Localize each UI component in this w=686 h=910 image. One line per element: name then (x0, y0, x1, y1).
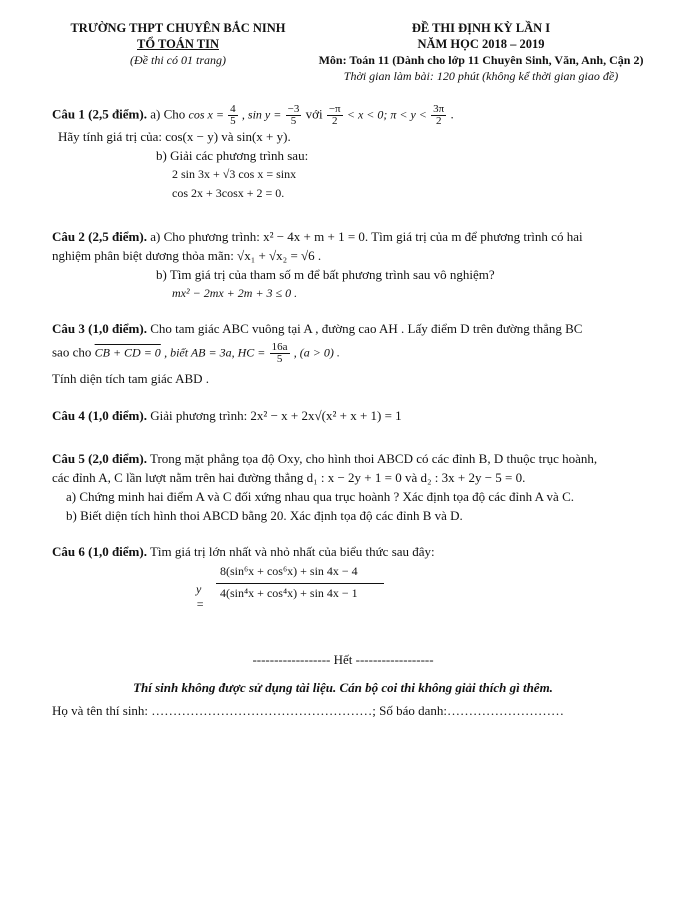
q6-denominator: 4(sin⁴x + cos⁴x) + sin 4x − 1 (220, 586, 358, 600)
q1-frac-low-num: −π (328, 103, 341, 115)
q3-frac-num: 16a (271, 341, 288, 353)
question-2 (52, 227, 652, 303)
q4-label: Câu 4 (1,0 điểm). (52, 408, 147, 423)
q1-frac-cos-num: 4 (230, 103, 236, 115)
q6-numerator: 8(sin⁶x + cos⁶x) + sin 4x − 4 (220, 564, 358, 578)
q6-fraction-bar (216, 583, 384, 584)
q3-frac-hc (270, 342, 290, 365)
q5-part-b: b) Biết diện tích hình thoi ABCD bằng 20. Xác định tọa độ các đỉnh B và D. (66, 508, 463, 523)
q1-range: < x < 0; π < y < (346, 107, 427, 122)
q5-line1 (52, 449, 662, 468)
q3-line2-mid: , biết AB = 3a, HC = (164, 345, 266, 360)
q1-label: Câu 1 (2,5 điểm). (52, 106, 147, 122)
end-marker: ------------------ Hết ------------------ (252, 652, 434, 667)
q1-b-task: b) Giải các phương trình sau: (156, 148, 309, 163)
question-3 (52, 319, 652, 388)
q1-a-intro: a) Cho (150, 106, 186, 122)
q2-a-text: a) Cho phương trình: x² − 4x + m + 1 = 0. Tìm giá trị của m để phương trình có hai (150, 229, 583, 244)
q2-a-text2: nghiệm phân biệt dương thỏa mãn: √x₁ + √x₂ = √6 . (52, 248, 322, 263)
q2-b-text: b) Tìm giá trị của tham số m để bất phương trình sau vô nghiệm? (156, 267, 495, 282)
q1-frac-sin (286, 104, 302, 127)
q3-line2-pre: sao cho (52, 344, 92, 360)
time-line: Thời gian làm bài: 120 phút (không kể thời gian giao đề) (343, 69, 619, 83)
q6-text: Tìm giá trị lớn nhất và nhỏ nhất của biểu thức sau đây: (149, 544, 435, 559)
candidate-info-line: Họ và tên thí sinh: ……………………………………………; Số báo danh:……………………… (52, 703, 565, 718)
header-left (48, 20, 308, 68)
q1-line-a: Câu 1 (2,5 điểm). a) Cho cos x = $\frac{4}{5}$ , sin y = $\frac{-3}{5}$ với $\frac{-\pi}{2}$ < x < 0; π < y < $\frac{3\pi}{2}$ . (52, 103, 454, 127)
department-name: TỔ TOÁN TIN (137, 37, 219, 51)
q6-y: y = (196, 582, 205, 611)
q3-line1 (52, 319, 652, 338)
q2-label: Câu 2 (2,5 điểm). (52, 229, 147, 244)
q3-line2-post: , (a > 0) . (293, 345, 340, 360)
q3-line3: Tính diện tích tam giác ABD . (52, 371, 210, 386)
q1-frac-range-high (431, 104, 446, 127)
q1-frac-high-num: 3π (433, 103, 445, 115)
q2-line-a (52, 227, 652, 246)
exam-title: ĐỀ THI ĐỊNH KỲ LẦN I (411, 21, 551, 35)
q5-label: Câu 5 (2,0 điểm). (52, 451, 147, 466)
q1-frac-low-den: 2 (331, 115, 338, 127)
q1-b-eq1: 2 sin 3x + √3 cos x = sinx (172, 167, 297, 181)
q2-b-eq: mx² − 2mx + 2m + 3 ≤ 0 . (172, 286, 298, 300)
q4-text: Giải phương trình: 2x² − x + 2x√(x² + x + 1) = 1 (150, 408, 402, 423)
subject-line: Môn: Toán 11 (Dành cho lớp 11 Chuyên Sinh, Văn, Anh, Cận 2) (318, 53, 644, 67)
q1-frac-cos-den: 5 (230, 115, 236, 127)
q1-sin-cond: , sin y = (241, 107, 282, 122)
q5-line1-text: Trong mặt phẳng tọa độ Oxy, cho hình thoi ABCD có các đỉnh B, D thuộc trục hoành, (149, 451, 598, 466)
school-year: NĂM HỌC 2018 – 2019 (417, 37, 545, 51)
q1-frac-sin-num: −3 (287, 103, 300, 115)
q3-label: Câu 3 (1,0 điểm). (52, 321, 147, 336)
q1-frac-high-den: 2 (435, 115, 442, 127)
question-4 (52, 406, 652, 425)
q5-line2: các đỉnh A, C lần lượt nằm trên hai đường thẳng d₁ : x − 2y + 1 = 0 và d₂ : 3x + 2y − 5 = 0. (52, 470, 526, 485)
q1-cos-cond: cos x = (188, 107, 224, 122)
school-name: TRƯỜNG THPT CHUYÊN BẮC NINH (70, 21, 286, 35)
question-5 (52, 449, 662, 525)
q1-frac-sin-den: 5 (290, 115, 297, 127)
q3-frac-den: 5 (276, 353, 283, 365)
question-1 (52, 104, 652, 203)
header-right (306, 20, 656, 84)
q1-b-eq2: cos 2x + 3cosx + 2 = 0. (172, 186, 285, 200)
q3-line1-text: Cho tam giác ABC vuông tại A , đường cao AH . Lấy điểm D trên đường thẳng BC (150, 321, 583, 336)
q1-a-task: Hãy tính giá trị của: cos(x − y) và sin(x + y). (58, 129, 291, 144)
pages-note: (Đề thi có 01 trang) (130, 53, 226, 67)
q3-line2 (52, 342, 652, 365)
exam-note: Thí sinh không được sử dụng tài liệu. Cán bộ coi thi không giải thích gì thêm. (133, 680, 553, 695)
q1-with: với (305, 106, 323, 122)
q3-vector-eq: CB + CD = 0 (94, 345, 161, 360)
q6-label: Câu 6 (1,0 điểm). (52, 544, 147, 559)
q5-part-a: a) Chứng minh hai điểm A và C đối xứng nhau qua trục hoành ? Xác định tọa độ các đỉnh A và C. (66, 489, 574, 504)
q1-frac-cos (228, 104, 238, 127)
question-6 (52, 542, 652, 561)
q1-frac-range-low (327, 104, 343, 127)
